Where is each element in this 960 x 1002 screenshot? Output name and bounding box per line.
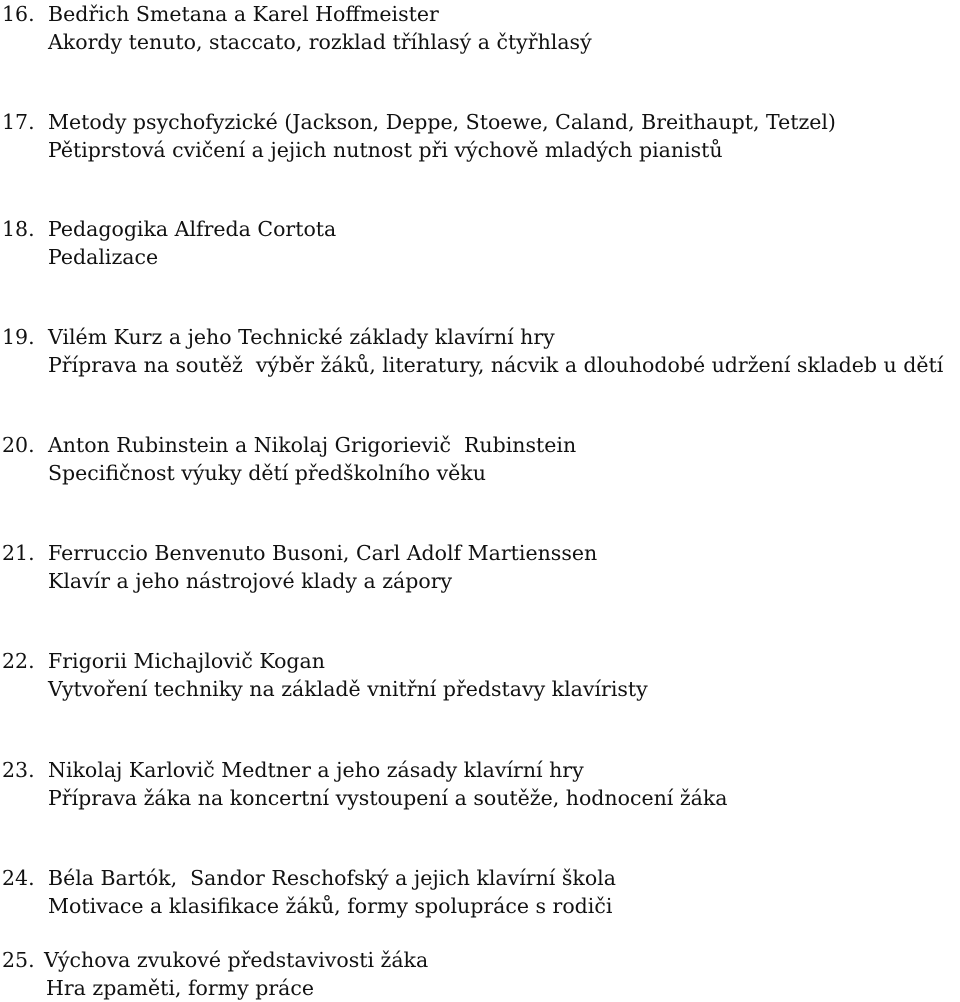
item-number: 22. [2,649,35,673]
list-item [0,108,960,164]
item-title: Vilém Kurz a jeho Technické základy klavírní hry [48,325,555,349]
item-subtitle: Hra zpaměti, formy práce [46,976,314,1000]
item-number: 25. [2,948,35,972]
item-title: Pedagogika Alfreda Cortota [48,217,337,241]
item-title: Frigorii Michajlovič Kogan [48,649,325,673]
item-title: Ferruccio Benvenuto Busoni, Carl Adolf Martienssen [48,541,598,565]
list-item [0,0,960,56]
item-subtitle: Motivace a klasifikace žáků, formy spolupráce s rodiči [48,894,613,918]
list-item [0,539,960,595]
list-item [0,864,960,920]
item-subtitle: Pětiprstová cvičení a jejich nutnost při výchově mladých pianistů [48,138,723,162]
list-item [0,647,960,703]
list-item [0,946,960,1002]
item-title: Bedřich Smetana a Karel Hoffmeister [48,2,439,26]
item-subtitle: Příprava na soutěž výběr žáků, literatury, nácvik a dlouhodobé udržení skladeb u dětí [48,353,944,377]
item-number: 18. [2,217,35,241]
item-number: 24. [2,866,35,890]
item-title: Metody psychofyzické (Jackson, Deppe, Stoewe, Caland, Breithaupt, Tetzel) [48,110,836,134]
item-number: 20. [2,433,35,457]
item-subtitle: Akordy tenuto, staccato, rozklad tříhlasý a čtyřhlasý [48,30,592,54]
item-subtitle: Pedalizace [48,245,159,269]
item-subtitle: Příprava žáka na koncertní vystoupení a soutěže, hodnocení žáka [48,786,728,810]
item-number: 19. [2,325,35,349]
item-number: 21. [2,541,35,565]
item-number: 23. [2,758,35,782]
item-subtitle: Vytvoření techniky na základě vnitřní představy klavíristy [48,677,648,701]
list-item [0,431,960,487]
list-item [0,756,960,812]
item-title: Béla Bartók, Sandor Reschofský a jejich klavírní škola [48,866,616,890]
item-title: Anton Rubinstein a Nikolaj Grigorievič Rubinstein [48,433,577,457]
item-number: 17. [2,110,35,134]
item-subtitle: Specifičnost výuky dětí předškolního věku [48,461,486,485]
item-title: Výchova zvukové představivosti žáka [44,948,429,972]
item-subtitle: Klavír a jeho nástrojové klady a zápory [48,569,453,593]
item-number: 16. [2,2,35,26]
item-title: Nikolaj Karlovič Medtner a jeho zásady klavírní hry [48,758,584,782]
list-item [0,323,960,379]
list-item [0,215,960,271]
